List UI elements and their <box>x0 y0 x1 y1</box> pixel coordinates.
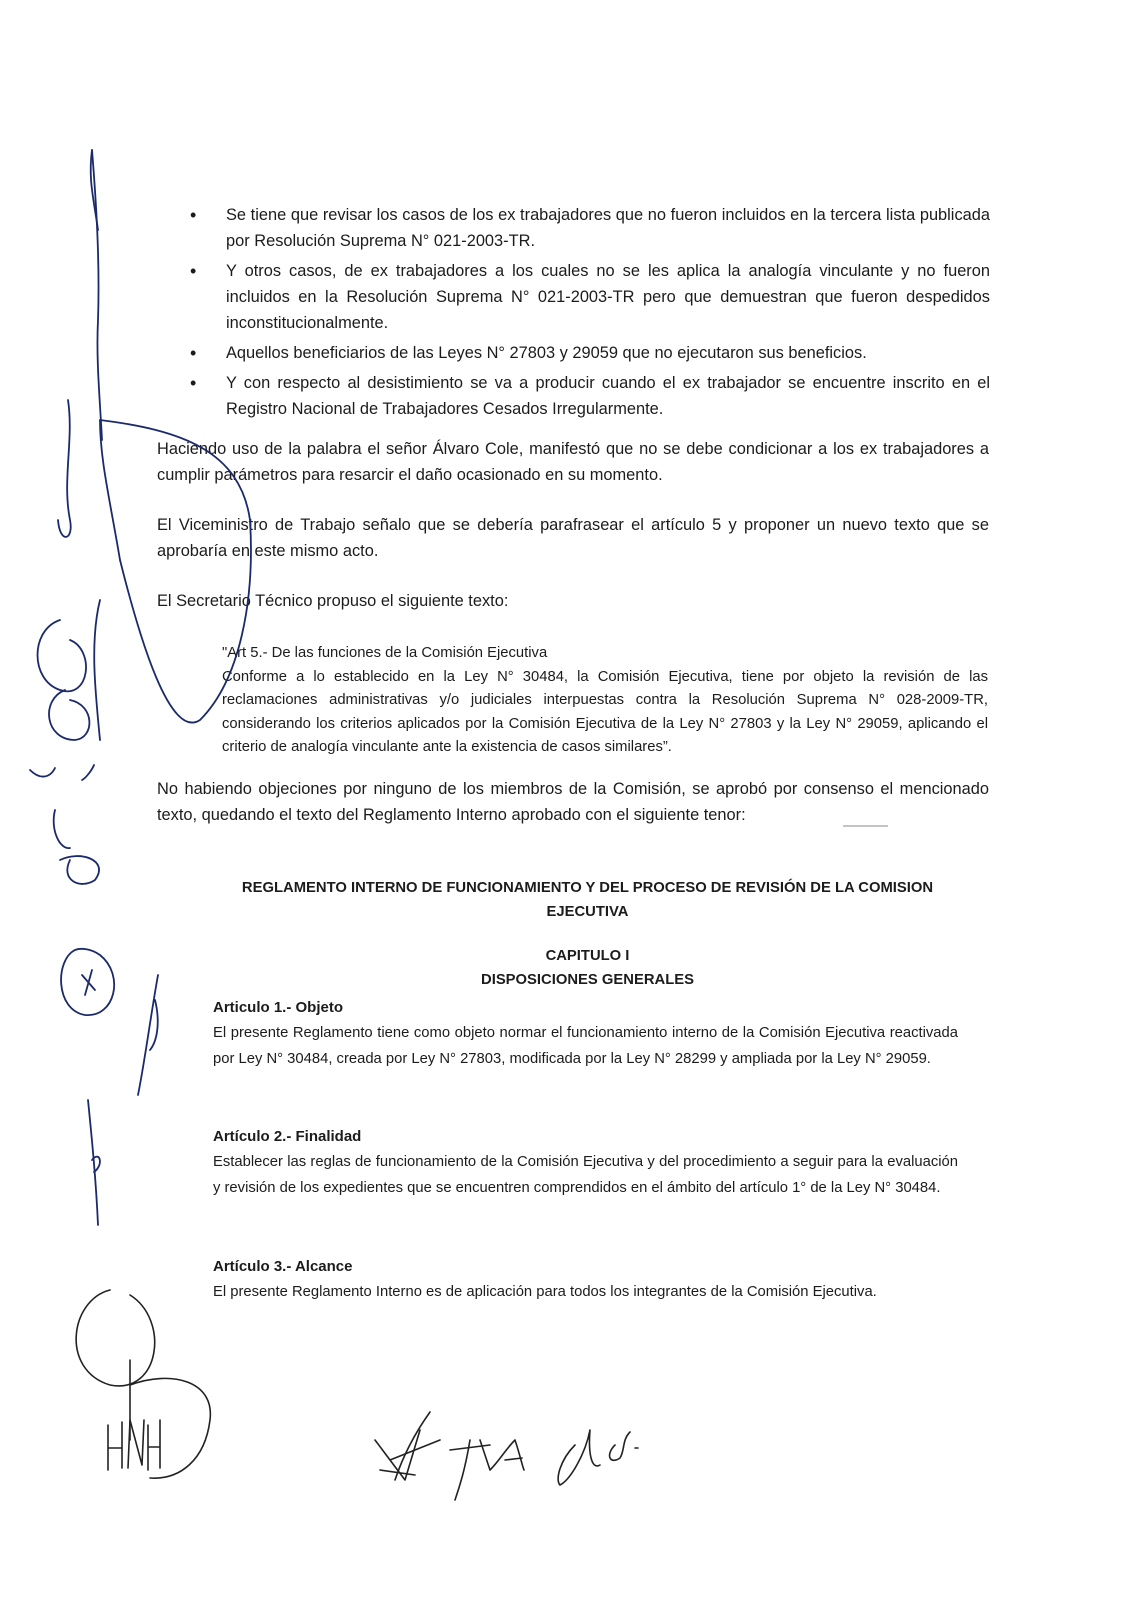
article-title: Artículo 3.- Alcance <box>213 1258 353 1275</box>
article-body: El presente Reglamento tiene como objeto normar el funcionamiento interno de la Comisión Ejecutiva reactivada por Ley N° 30484, creada por Ley N° 27803, modificada por la Ley N° 28299 y ampliada por la Ley N° 29059. <box>213 1025 958 1067</box>
list-item: • Se tiene que revisar los casos de los ex trabajadores que no fueron incluidos en la tercera lista publicada por Resolución Suprema N° 021-2003-TR. <box>190 202 990 254</box>
margin-initial-marks <box>30 765 99 884</box>
reglamento-title: REGLAMENTO INTERNO DE FUNCIONAMIENTO Y DEL PROCESO DE REVISIÓN DE LA COMISION EJECUTIVA <box>241 880 934 920</box>
bottom-left-loop-signature <box>76 1290 210 1478</box>
paragraph-consenso: No habiendo objeciones por ninguno de los miembros de la Comisión, se aprobó por consenso el mencionado texto, quedando el texto del Reglamento Interno aprobado con el siguiente tenor: <box>157 780 989 824</box>
article-3 <box>213 1255 958 1305</box>
bullet-list <box>190 202 990 426</box>
bullet-icon: • <box>190 343 197 363</box>
chapter-heading: CAPITULO I <box>545 948 630 964</box>
margin-vertical-signature <box>88 1100 100 1225</box>
article-body: Establecer las reglas de funcionamiento de la Comisión Ejecutiva y del procedimiento a seguir para la evaluación y revisión de los expedientes que se encuentren comprendidos en el ámbito del artículo 1° de la Ley N° 30484. <box>213 1154 958 1196</box>
quote-title: "Art 5.- De las funciones de la Comisión Ejecutiva <box>222 645 548 661</box>
margin-signature-loops <box>38 600 101 740</box>
article-2 <box>213 1125 958 1201</box>
bullet-icon: • <box>190 373 197 393</box>
bullet-icon: • <box>190 261 197 281</box>
article-1 <box>213 996 958 1072</box>
chapter-title: DISPOSICIONES GENERALES <box>481 972 694 988</box>
paragraph-viceministro: El Viceministro de Trabajo señalo que se debería parafrasear el artículo 5 y proponer un nuevo texto que se aprobaría en este mismo acto. <box>157 516 989 560</box>
bullet-icon: • <box>190 205 197 225</box>
list-item: • Y otros casos, de ex trabajadores a los cuales no se les aplica la analogía vinculante y no fueron incluidos en la Resolución Suprema N° 021-2003-TR pero que demuestran que fueron despedidos inconstitucionalmente. <box>190 258 990 336</box>
paragraph-alvaro-cole: Haciendo uso de la palabra el señor Álvaro Cole, manifestó que no se debe condicionar a los ex trabajadores a cumplir parámetros para resarcir el daño ocasionado en su momento. <box>157 440 989 484</box>
quote-body: Conforme a lo establecido en la Ley N° 30484, la Comisión Ejecutiva, tiene por objeto la revisión de las reclamaciones administrativas y/o judiciales interpuestas contra la Resolución Suprema N° 028-2009-TR, considerando los criterios aplicados por la Comisión Ejecutiva de la Ley N° 27803 y la Ley N° 29059, aplicando el criterio de analogía vinculante ante la existencia de casos similares”. <box>222 668 988 755</box>
list-item: • Y con respecto al desistimiento se va a producir cuando el ex trabajador se encuentre inscrito en el Registro Nacional de Trabajadores Cesados Irregularmente. <box>190 370 990 422</box>
margin-signature-vertical-line <box>58 150 102 537</box>
list-item: • Aquellos beneficiarios de las Leyes N° 27803 y 29059 que no ejecutaron sus beneficios. <box>190 340 990 366</box>
article-body: El presente Reglamento Interno es de aplicación para todos los integrantes de la Comisión Ejecutiva. <box>213 1284 877 1300</box>
article-title: Artículo 2.- Finalidad <box>213 1128 362 1145</box>
initials-hnh <box>108 1420 160 1470</box>
bottom-signatures-row <box>375 1412 638 1500</box>
quoted-article-5 <box>222 642 988 760</box>
circled-mark-signature <box>61 949 158 1095</box>
article-title: Articulo 1.- Objeto <box>213 999 344 1016</box>
paragraph-secretario: El Secretario Técnico propuso el siguiente texto: <box>157 592 509 610</box>
